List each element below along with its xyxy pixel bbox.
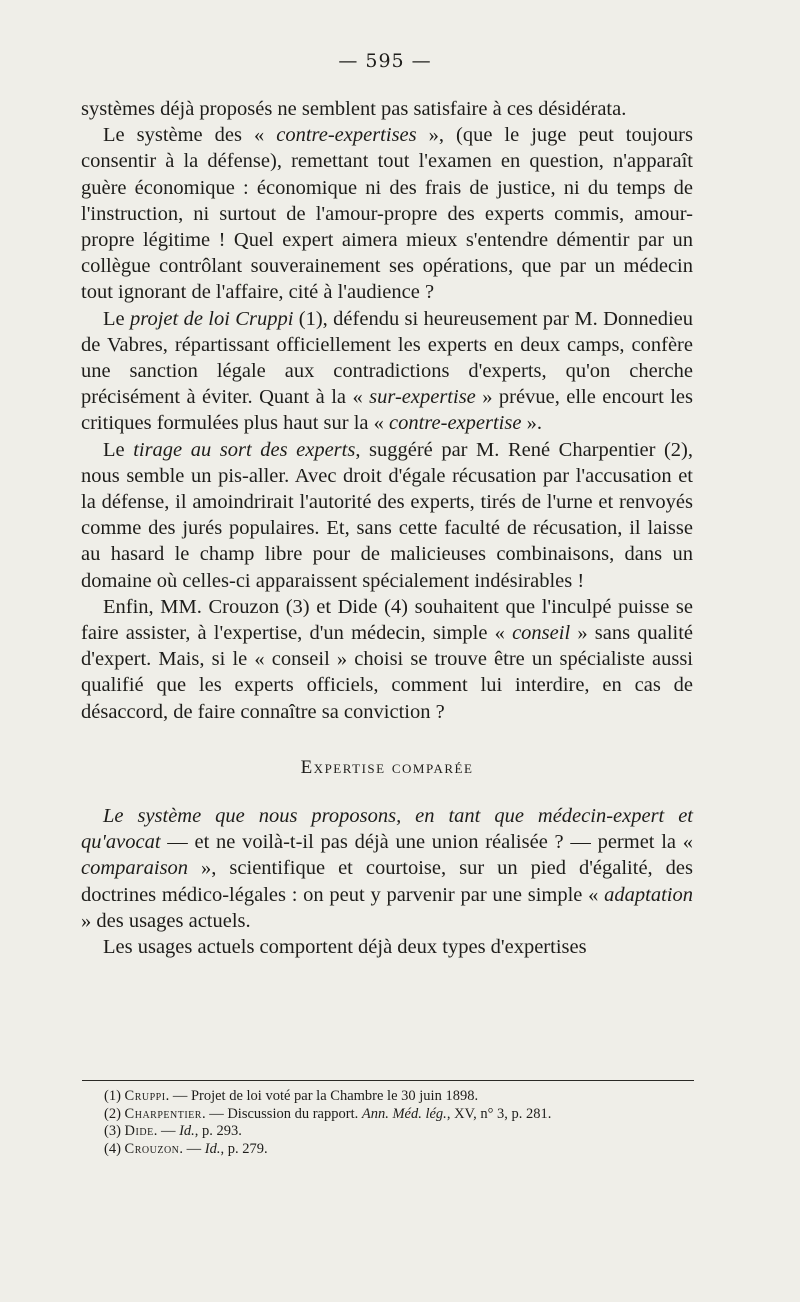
emphasis: tirage au sort des experts (133, 438, 356, 461)
emphasis: projet de loi Cruppi (130, 307, 294, 330)
emphasis: contre-expertise (389, 412, 522, 435)
paragraph-6: Le système que nous proposons, en tant que médecin-expert et qu'avocat — et ne voilà-t-il pas déjà une union réalisée ? — permet la « comparaison », scientifique et courtoise, sur un pied d'égalité, des doctrines médico-légales : on peut y parvenir par une simple « adaptation » des usages actuels. (81, 805, 693, 932)
page-number: — 595 — (338, 50, 432, 72)
paragraph-5: Enfin, MM. Crouzon (3) et Dide (4) souhaitent que l'inculpé puisse se faire assister, à l'expertise, d'un médecin, simple « conseil » sans qualité d'expert. Mais, si le « conseil » choisi se trouve être un spécialiste aussi qualifié que les experts officiels, comment lui interdire, en cas de désaccord, de faire connaître sa conviction ? (81, 595, 693, 723)
paragraph-7: Les usages actuels comportent déjà deux types d'expertises (103, 936, 587, 959)
body-text (81, 96, 693, 960)
section-heading: Expertise comparée (300, 756, 474, 778)
emphasis: adaptation (604, 883, 693, 906)
footnote-4: (4) Crouzon. — Id., p. 279. (104, 1140, 268, 1157)
footnotes (82, 1088, 694, 1158)
footnote-1: (1) Cruppi. — Projet de loi voté par la Chambre le 30 juin 1898. (104, 1088, 479, 1104)
paragraph-2: Le système des « contre-expertises », (que le juge peut toujours consentir à la défense), remettant tout l'examen en question, n'apparaît guère économique : économique ni des frais de justice, ni du temps de l'instruction, ni surtout de l'amour-propre des experts commis, amour-propre légitime ! Quel expert aimera mieux s'entendre démentir par un collègue contrôlant souverainement ses opérations, que par un médecin tout ignorant de l'affaire, cité à l'audience ? (81, 124, 693, 304)
emphasis: contre-expertises (276, 124, 417, 147)
emphasis: conseil (512, 622, 571, 645)
emphasis: Le système que nous proposons, en tant que médecin-expert et qu'avocat (81, 805, 693, 854)
paragraph-1: systèmes déjà proposés ne semblent pas satisfaire à ces désidérata. (81, 98, 627, 120)
emphasis: comparaison (81, 857, 189, 880)
footnote-rule (82, 1080, 694, 1081)
footnote-2: (2) Charpentier. — Discussion du rapport. Ann. Méd. lég., XV, n° 3, p. 281. (104, 1105, 552, 1122)
paragraph-3: Le projet de loi Cruppi (1), défendu si heureusement par M. Donnedieu de Vabres, répartissant officiellement les experts en deux camps, confère une sanction légale aux contradictions d'experts, qu'on cherche précisément à éviter. Quant à la « sur-expertise » prévue, elle encourt les critiques formulées plus haut sur la « contre-expertise ». (81, 307, 694, 435)
footnote-3: (3) Dide. — Id., p. 293. (104, 1123, 242, 1139)
paragraph-4: Le tirage au sort des experts, suggéré par M. René Charpentier (2), nous semble un pis-aller. Avec droit d'égale récusation par l'accusation et la défense, il amoindrirait l'autorité des experts, tirés de l'urne et renvoyés comme des jurés populaires. Et, sans cette faculté de récusation, il laisse au hasard le champ libre pour de malicieuses combinaisons, dans un domaine où celles-ci apparaissent spécialement indésirables ! (81, 438, 693, 592)
emphasis: sur-expertise (369, 386, 476, 409)
